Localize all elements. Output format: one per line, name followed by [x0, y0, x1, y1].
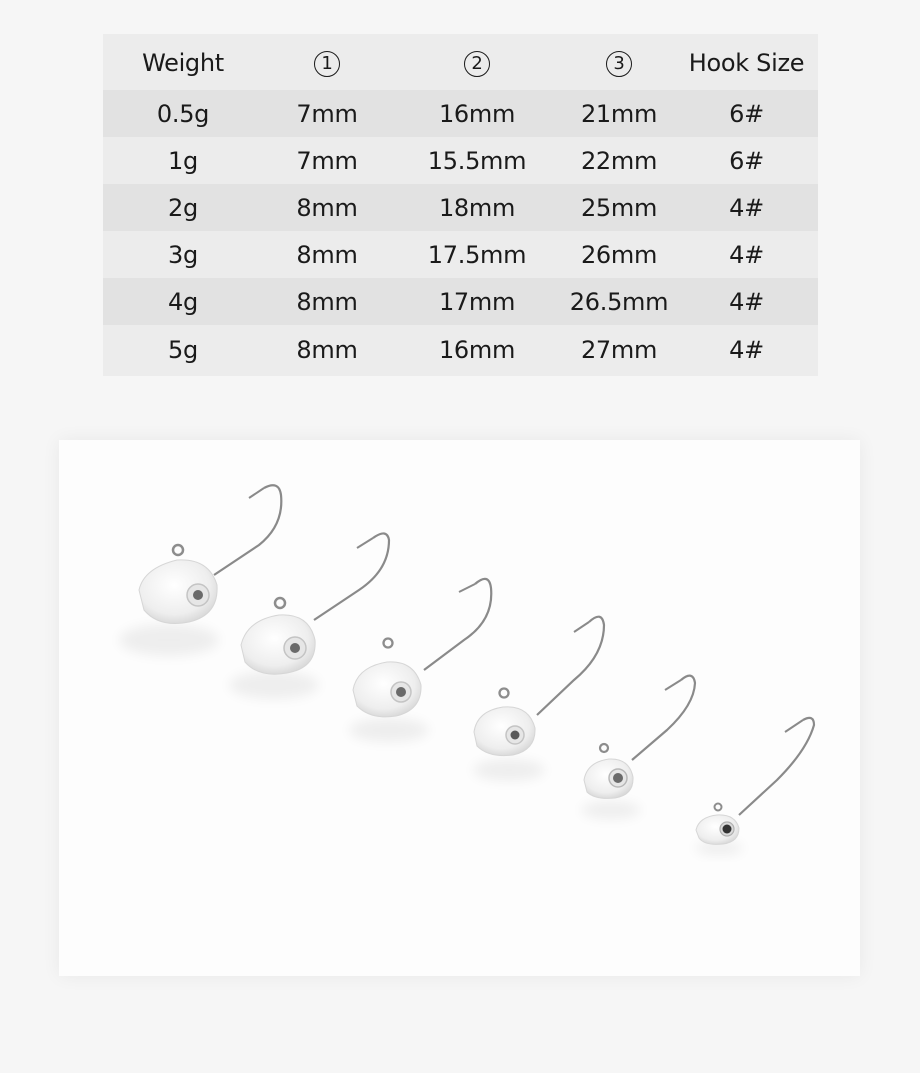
- cell-hook-size: 6#: [729, 146, 764, 175]
- header-dimension-2: [391, 47, 563, 77]
- cell-dim-2: 18mm: [438, 193, 516, 222]
- table-row: [103, 325, 818, 375]
- cell-dim-1: 8mm: [296, 240, 358, 269]
- cell-dim-1: 8mm: [296, 193, 358, 222]
- cell-hook-size: 6#: [729, 99, 764, 128]
- cell-hook-size: 4#: [729, 240, 764, 269]
- cell-weight: 1g: [168, 146, 198, 175]
- cell-dim-3: 27mm: [580, 336, 658, 364]
- header-dimension-3: [563, 47, 675, 77]
- cell-dim-2: 16mm: [438, 336, 516, 364]
- cell-dim-3: 26mm: [580, 240, 658, 269]
- jig-head-5: [581, 676, 695, 819]
- cell-dim-3: 21mm: [580, 99, 658, 128]
- cell-dim-2: 17.5mm: [427, 240, 527, 269]
- table-row: [103, 90, 818, 137]
- cell-hook-size: 4#: [729, 193, 764, 222]
- table-header-row: [103, 34, 818, 90]
- cell-weight: 3g: [168, 240, 198, 269]
- cell-dim-1: 7mm: [296, 146, 358, 175]
- spec-table: [103, 34, 818, 376]
- cell-dim-3: 25mm: [580, 193, 658, 222]
- jig-head-3: [349, 579, 491, 742]
- jig-head-6: [695, 718, 814, 855]
- cell-dim-2: 16mm: [438, 99, 516, 128]
- cell-dim-2: 15.5mm: [427, 146, 527, 175]
- cell-dim-1: 8mm: [296, 287, 358, 316]
- table-row: [103, 278, 818, 325]
- cell-dim-3: 26.5mm: [569, 287, 669, 316]
- cell-dim-1: 7mm: [296, 99, 358, 128]
- table-row: [103, 137, 818, 184]
- jig-heads-illustration: [59, 440, 860, 976]
- table-row: [103, 231, 818, 278]
- cell-hook-size: 4#: [729, 287, 764, 316]
- cell-hook-size: 4#: [729, 336, 764, 364]
- circled-number-1: 1: [314, 51, 340, 77]
- table-row: [103, 184, 818, 231]
- cell-weight: 2g: [168, 193, 198, 222]
- header-hook-size: Hook Size: [688, 49, 805, 77]
- cell-dim-2: 17mm: [438, 287, 516, 316]
- cell-weight: 4g: [168, 287, 198, 316]
- cell-dim-1: 8mm: [296, 336, 358, 364]
- cell-weight: 5g: [168, 336, 198, 364]
- header-dimension-1: [263, 47, 391, 77]
- header-weight: Weight: [142, 49, 224, 77]
- cell-dim-3: 22mm: [580, 146, 658, 175]
- cell-weight: 0.5g: [156, 99, 210, 128]
- circled-number-2: 2: [464, 51, 490, 77]
- jig-head-4: [473, 617, 604, 781]
- circled-number-3: 3: [606, 51, 632, 77]
- product-photo-jig-heads: [59, 440, 860, 976]
